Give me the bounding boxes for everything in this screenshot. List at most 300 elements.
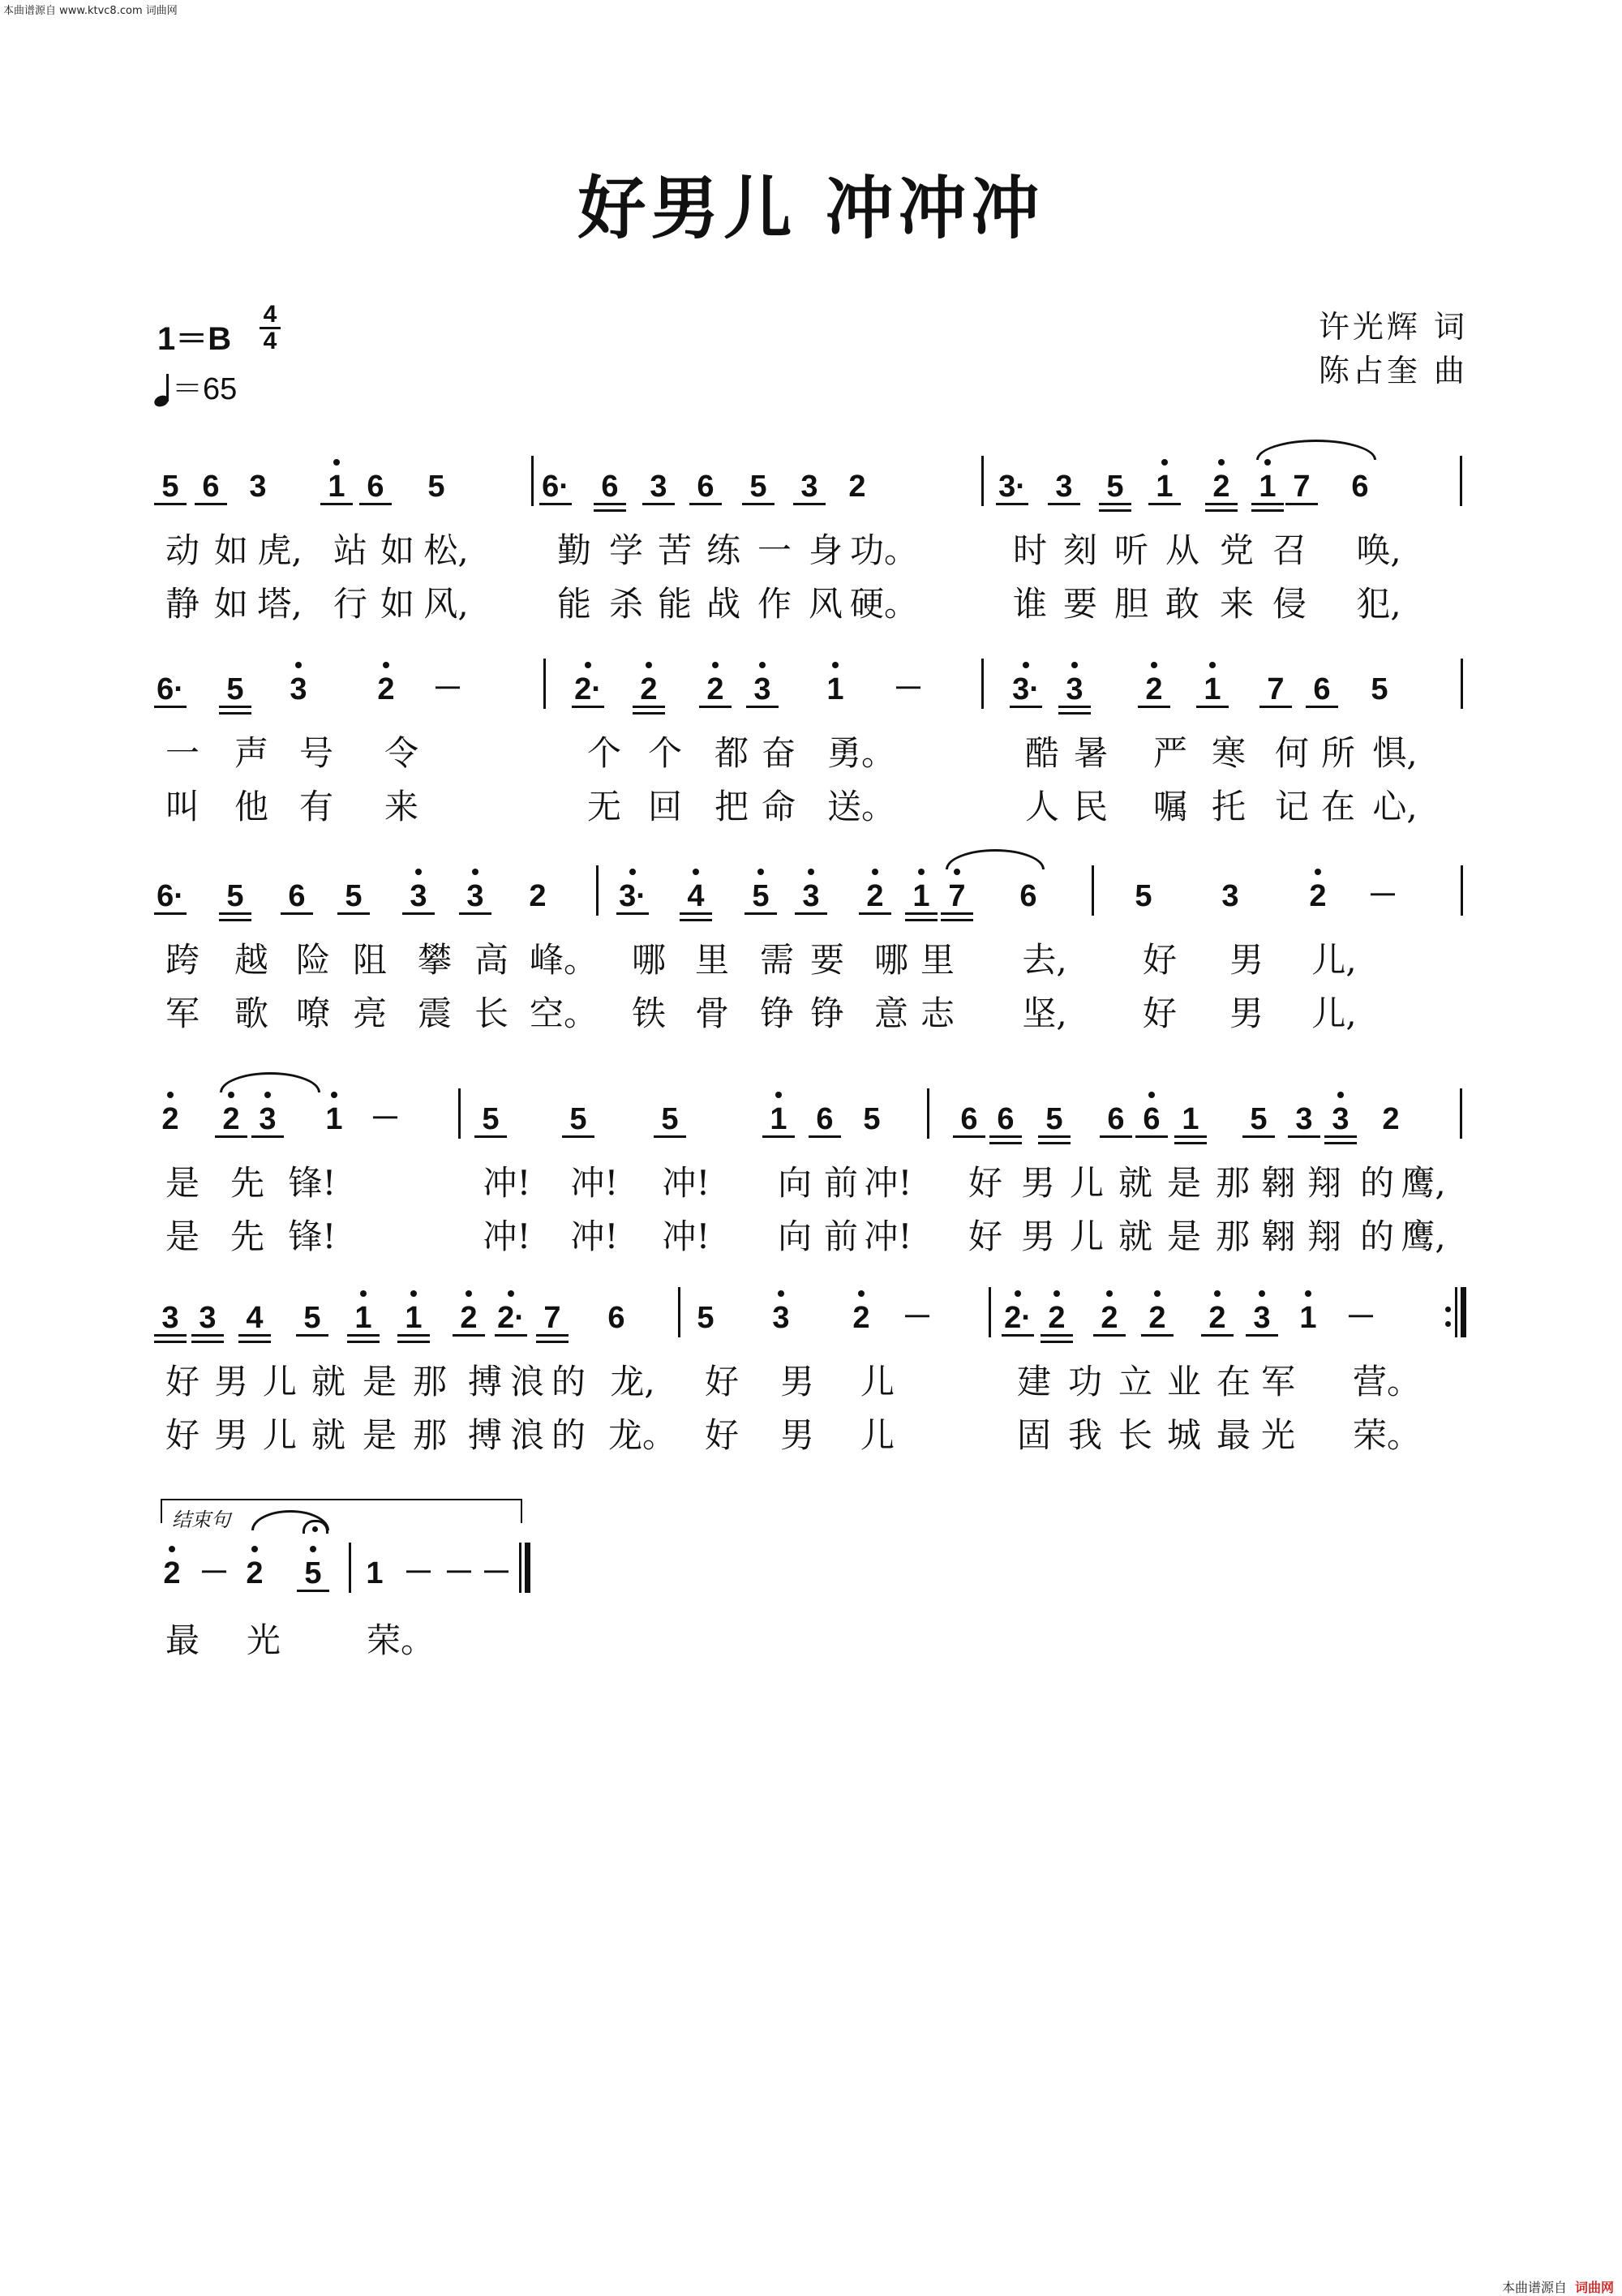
lyric-syllable: 叫	[165, 787, 200, 826]
note: 2	[1093, 1302, 1126, 1337]
lyric-syllable: 时	[1012, 530, 1047, 570]
lyric-syllable: 长	[474, 994, 508, 1033]
note: 6	[195, 470, 227, 505]
source-header: 本曲谱源自 www.ktvc8.com 词曲网	[3, 5, 178, 17]
note: 6	[989, 1103, 1022, 1138]
lyric-syllable: 唤,	[1356, 530, 1401, 570]
note: 3	[1058, 673, 1091, 708]
lyric-syllable: 酷	[1024, 733, 1059, 773]
lyric-syllable: 民	[1073, 787, 1108, 826]
note: 2	[238, 1557, 271, 1590]
lyric-syllable: 人	[1024, 787, 1059, 826]
note: 5	[863, 1102, 881, 1136]
note: 2	[156, 1557, 188, 1590]
key-signature: 1＝B	[157, 321, 232, 357]
note: 6·	[154, 880, 187, 915]
note: 6·	[539, 470, 572, 505]
lyric-syllable: 好	[165, 1362, 200, 1401]
lyric-syllable: 犯,	[1356, 584, 1401, 624]
note: 2	[848, 470, 866, 504]
footer-right-text: 词曲网	[1574, 2280, 1614, 2295]
lyric-syllable: 哪	[873, 940, 908, 980]
lyric-syllable: 好	[1142, 940, 1177, 980]
note: 2·	[495, 1302, 527, 1337]
lyric-syllable: 一	[757, 530, 792, 570]
lyric-syllable: 胆	[1114, 584, 1148, 624]
note: 2	[1302, 880, 1334, 912]
lyric-syllable: 意	[873, 994, 908, 1033]
lyric-syllable: 来	[384, 787, 418, 826]
composer-credit: 陈占奎 曲	[1318, 353, 1468, 388]
lyric-syllable: 嘱	[1152, 787, 1187, 826]
note: －	[1367, 879, 1398, 913]
note: 6	[607, 1301, 625, 1335]
note: 3	[1324, 1103, 1357, 1138]
note: 3·	[1010, 673, 1042, 708]
bar-line	[1460, 456, 1462, 506]
lyric-syllable: 翔	[1307, 1217, 1341, 1256]
bar-line	[531, 456, 534, 506]
note: 5	[154, 470, 187, 505]
lyric-syllable: 越	[234, 940, 268, 980]
lyric-syllable: 的	[551, 1362, 586, 1401]
note: 2	[845, 1302, 878, 1334]
lyric-syllable: 男	[1020, 1217, 1055, 1256]
note: 2	[1138, 673, 1170, 708]
repeat-dot	[1445, 1307, 1451, 1312]
lyric-syllable: 营。	[1353, 1362, 1422, 1401]
note: 5	[219, 673, 251, 708]
lyric-syllable: 来	[1219, 584, 1254, 624]
lyric-syllable: 冲!	[864, 1217, 912, 1256]
note: 1	[1292, 1302, 1324, 1334]
lyric-syllable: 要	[1062, 584, 1097, 624]
lyric-syllable: 硬。	[850, 584, 919, 624]
lyric-syllable: 勤	[556, 530, 591, 570]
lyric-syllable: 是	[362, 1362, 397, 1401]
lyric-syllable: 儿	[262, 1415, 297, 1455]
lyric-syllable: 号	[298, 733, 333, 773]
lyric-syllable: 那	[1215, 1217, 1250, 1256]
note: 4	[680, 880, 712, 915]
lyric-syllable: 惧,	[1372, 733, 1418, 773]
note: 3	[1221, 879, 1239, 913]
bar-line	[678, 1287, 680, 1337]
lyric-syllable: 建	[1016, 1362, 1051, 1401]
note: 5	[744, 880, 777, 915]
lyric-syllable: 令	[384, 733, 418, 773]
lyric-syllable: 谁	[1012, 584, 1047, 624]
lyric-syllable: 儿,	[1311, 994, 1357, 1033]
lyric-syllable: 最	[165, 1620, 200, 1660]
note: 2	[633, 673, 665, 708]
note: 5	[1135, 879, 1152, 913]
note: 6	[1306, 673, 1338, 708]
note: 3	[251, 1103, 284, 1138]
note: 3	[1288, 1103, 1320, 1138]
bar-line	[981, 456, 984, 506]
lyric-syllable: 儿,	[1311, 940, 1357, 980]
lyric-syllable: 锋!	[288, 1163, 337, 1203]
lyric-syllable: 城	[1166, 1415, 1201, 1455]
lyric-syllable: 在	[1216, 1362, 1251, 1401]
note: －	[198, 1556, 230, 1590]
lyric-syllable: 如	[380, 584, 414, 624]
lyric-syllable: 铮	[809, 994, 844, 1033]
note: 3·	[996, 470, 1028, 505]
lyric-syllable: 松,	[423, 530, 469, 570]
note: 3	[746, 673, 779, 708]
note: 3	[795, 880, 827, 915]
lyric-syllable: 何	[1274, 733, 1309, 773]
note: 6	[359, 470, 392, 505]
lyric-syllable: 都	[714, 733, 749, 773]
note: 6	[809, 1103, 841, 1138]
lyric-syllable: 命	[761, 787, 796, 826]
note: 3	[765, 1302, 797, 1334]
note: 3	[191, 1302, 224, 1337]
lyric-syllable: 个	[647, 733, 682, 773]
lyric-syllable: 好	[165, 1415, 200, 1455]
note: 5	[1371, 672, 1388, 706]
lyric-syllable: 如	[213, 530, 248, 570]
lyric-syllable: 峰。	[530, 940, 599, 980]
lyric-syllable: 他	[234, 787, 268, 826]
note: 6	[594, 470, 626, 505]
repeat-end-barline	[1455, 1287, 1466, 1337]
note: 3	[282, 673, 315, 706]
lyric-syllable: 铁	[631, 994, 666, 1033]
note: 6	[1100, 1103, 1132, 1138]
lyric-syllable: 搏	[467, 1415, 502, 1455]
note: 2	[1041, 1302, 1073, 1337]
lyricist-credit: 许光辉 词	[1318, 309, 1468, 345]
note: 2	[453, 1302, 485, 1337]
note: 3	[1246, 1302, 1278, 1337]
note: 5	[1242, 1103, 1275, 1138]
lyric-syllable: 的	[1359, 1217, 1394, 1256]
note: 7	[1259, 673, 1292, 708]
lyric-syllable: 鹰,	[1401, 1217, 1446, 1256]
lyric-syllable: 军	[165, 994, 200, 1033]
lyric-syllable: 嘹	[295, 994, 330, 1033]
lyric-syllable: 功	[1067, 1362, 1102, 1401]
bar-line	[596, 865, 599, 916]
note: 7	[536, 1302, 569, 1337]
lyric-syllable: 那	[412, 1415, 447, 1455]
tempo-marking	[154, 363, 237, 408]
bar-line	[1461, 659, 1463, 709]
footer-left-text: 本曲谱源自	[1501, 2280, 1567, 2295]
lyric-syllable: 浪	[509, 1362, 544, 1401]
bar-line	[1092, 865, 1094, 916]
lyric-syllable: 跨	[165, 940, 200, 980]
note: －	[480, 1556, 512, 1590]
note: 4	[238, 1302, 271, 1337]
lyric-syllable: 从	[1165, 530, 1199, 570]
lyric-syllable: 最	[1216, 1415, 1251, 1455]
lyric-syllable: 空。	[530, 994, 599, 1033]
lyric-syllable: 的	[551, 1415, 586, 1455]
lyric-syllable: 冲!	[483, 1217, 531, 1256]
lyric-syllable: 功。	[850, 530, 919, 570]
lyric-syllable: 长	[1118, 1415, 1152, 1455]
lyric-syllable: 儿	[860, 1362, 895, 1401]
bar-line	[927, 1088, 929, 1139]
lyric-syllable: 暑	[1073, 733, 1108, 773]
lyric-syllable: 锋!	[288, 1217, 337, 1256]
note: 3	[1048, 470, 1080, 505]
lyric-syllable: 托	[1211, 787, 1246, 826]
lyric-syllable: 男	[1020, 1163, 1055, 1203]
lyric-syllable: 是	[362, 1415, 397, 1455]
footer-source	[1502, 2277, 1614, 2296]
note: 5	[474, 1103, 507, 1138]
lyric-syllable: 记	[1274, 787, 1309, 826]
time-signature-top: 4	[263, 301, 277, 328]
lyric-syllable: 有	[298, 787, 333, 826]
lyric-syllable: 勇。	[827, 733, 896, 773]
final-barline	[519, 1543, 530, 1593]
bar-line	[1460, 1088, 1462, 1139]
note: 7	[1285, 470, 1318, 505]
lyric-syllable: 荣。	[367, 1620, 436, 1660]
lyric-syllable: 儿	[1069, 1163, 1104, 1203]
lyric-syllable: 固	[1016, 1415, 1051, 1455]
note: 5	[297, 1557, 329, 1592]
lyric-syllable: 行	[333, 584, 367, 624]
lyric-syllable: 那	[1215, 1163, 1250, 1203]
note: 3	[793, 470, 826, 505]
note: 5	[1099, 470, 1131, 505]
lyric-syllable: 好	[704, 1415, 739, 1455]
lyric-syllable: 要	[809, 940, 844, 980]
lyric-syllable: 龙,	[610, 1362, 655, 1401]
lyric-syllable: 作	[757, 584, 792, 624]
lyric-syllable: 身	[808, 530, 843, 570]
slur-mark	[1256, 440, 1376, 460]
lyric-syllable: 翱	[1260, 1163, 1295, 1203]
lyric-syllable: 前	[823, 1163, 858, 1203]
tempo-value: ＝65	[172, 372, 238, 406]
lyric-syllable: 冲!	[662, 1163, 710, 1203]
lyric-syllable: 志	[920, 994, 955, 1033]
lyric-syllable: 敢	[1165, 584, 1199, 624]
bar-line	[543, 659, 546, 709]
lyric-syllable: 龙。	[608, 1415, 677, 1455]
lyric-syllable: 无	[586, 787, 621, 826]
lyric-syllable: 男	[1229, 940, 1264, 980]
lyric-syllable: 就	[311, 1415, 345, 1455]
lyric-syllable: 战	[706, 584, 740, 624]
lyric-syllable: 塔,	[257, 584, 303, 624]
note: 6	[953, 1103, 985, 1138]
lyric-syllable: 儿	[1069, 1217, 1104, 1256]
lyric-syllable: 所	[1320, 733, 1355, 773]
lyric-syllable: 军	[1260, 1362, 1295, 1401]
lyric-syllable: 去,	[1022, 940, 1067, 980]
lyric-syllable: 冲!	[662, 1217, 710, 1256]
bar-line	[1461, 865, 1463, 916]
lyric-syllable: 在	[1320, 787, 1355, 826]
note: 5	[697, 1301, 714, 1335]
lyric-syllable: 严	[1152, 733, 1187, 773]
lyric-syllable: 党	[1219, 530, 1254, 570]
lyric-syllable: 静	[165, 584, 200, 624]
lyric-syllable: 冲!	[864, 1163, 912, 1203]
lyric-syllable: 冲!	[570, 1217, 619, 1256]
lyric-syllable: 男	[1229, 994, 1264, 1033]
note: 3	[459, 880, 491, 915]
note: 3	[249, 470, 267, 504]
lyric-syllable: 杀	[608, 584, 643, 624]
lyric-syllable: 高	[474, 940, 508, 980]
lyric-syllable: 需	[759, 940, 794, 980]
lyric-syllable: 儿	[262, 1362, 297, 1401]
note: 2	[370, 673, 402, 706]
lyric-syllable: 里	[694, 940, 729, 980]
quarter-note-icon	[154, 377, 172, 408]
lyric-syllable: 铮	[759, 994, 794, 1033]
note: 2	[1141, 1302, 1174, 1337]
note: 2·	[572, 673, 604, 708]
lyric-syllable: 奋	[761, 733, 796, 773]
note: 3	[642, 470, 675, 505]
lyric-syllable: 立	[1118, 1362, 1152, 1401]
lyric-syllable: 男	[779, 1415, 814, 1455]
note: －	[892, 672, 924, 706]
time-signature-bottom: 4	[263, 328, 277, 354]
lyric-syllable: 是	[165, 1163, 200, 1203]
lyric-syllable: 业	[1166, 1362, 1201, 1401]
slur-mark	[220, 1072, 320, 1092]
lyric-syllable: 光	[1260, 1415, 1295, 1455]
lyric-syllable: 我	[1067, 1415, 1102, 1455]
note: 1	[320, 470, 353, 505]
note: 6	[1351, 470, 1369, 504]
lyric-syllable: 召	[1272, 530, 1307, 570]
note: 2	[215, 1103, 247, 1138]
lyric-syllable: 是	[1166, 1217, 1201, 1256]
lyric-syllable: 声	[234, 733, 268, 773]
lyric-syllable: 骨	[694, 994, 729, 1033]
lyric-syllable: 阻	[352, 940, 387, 980]
lyric-syllable: 练	[706, 530, 740, 570]
lyric-syllable: 风,	[423, 584, 469, 624]
note: －	[402, 1556, 434, 1590]
time-signature	[258, 303, 282, 353]
note: －	[901, 1301, 933, 1335]
lyric-syllable: 好	[704, 1362, 739, 1401]
lyric-syllable: 先	[230, 1217, 264, 1256]
note: 1	[1148, 470, 1181, 505]
lyric-syllable: 亮	[352, 994, 387, 1033]
note: 2	[529, 879, 547, 913]
lyric-syllable: 如	[213, 584, 248, 624]
note: 2	[154, 1103, 187, 1135]
lyric-syllable: 把	[714, 787, 749, 826]
note: 2	[1201, 1302, 1234, 1337]
lyric-syllable: 送。	[827, 787, 896, 826]
lyric-syllable: 虎,	[257, 530, 303, 570]
note: 2	[1382, 1102, 1400, 1136]
lyric-syllable: 是	[165, 1217, 200, 1256]
note: 6	[1019, 879, 1037, 913]
note: 1	[819, 673, 852, 706]
note: 6	[281, 880, 313, 915]
lyric-syllable: 个	[586, 733, 621, 773]
lyric-syllable: 坚,	[1022, 994, 1067, 1033]
note: －	[443, 1556, 474, 1590]
lyric-syllable: 好	[968, 1163, 1002, 1203]
note: 5	[337, 880, 370, 915]
note: 1	[318, 1103, 350, 1135]
lyric-syllable: 里	[920, 940, 955, 980]
note: 5	[219, 880, 251, 915]
note: 3	[402, 880, 435, 915]
lyric-syllable: 站	[333, 530, 367, 570]
bar-line	[989, 1287, 991, 1337]
lyric-syllable: 浪	[509, 1415, 544, 1455]
lyric-syllable: 动	[165, 530, 200, 570]
lyric-syllable: 苦	[657, 530, 692, 570]
note: 1	[1174, 1103, 1207, 1138]
lyric-syllable: 好	[968, 1217, 1002, 1256]
lyric-syllable: 光	[246, 1620, 281, 1660]
lyric-syllable: 那	[412, 1362, 447, 1401]
lyric-syllable: 荣。	[1353, 1415, 1422, 1455]
note: 5	[654, 1103, 686, 1138]
note: 5	[742, 470, 775, 505]
lyric-syllable: 刻	[1062, 530, 1097, 570]
note: 1	[1251, 470, 1284, 505]
bar-line	[981, 659, 984, 709]
song-title: 好男儿 冲冲冲	[577, 168, 1045, 248]
note: 7	[941, 880, 973, 915]
bar-line	[349, 1543, 351, 1593]
note: 1	[1196, 673, 1229, 708]
note: 1	[366, 1556, 384, 1590]
lyric-syllable: 回	[647, 787, 682, 826]
note: 2	[859, 880, 891, 915]
lyric-syllable: 如	[380, 530, 414, 570]
note: 1	[762, 1103, 795, 1138]
bar-line	[458, 1088, 461, 1139]
note: 1	[397, 1302, 430, 1337]
lyric-syllable: 震	[417, 994, 452, 1033]
lyric-syllable: 就	[1118, 1217, 1152, 1256]
note: 6·	[154, 673, 187, 708]
lyric-syllable: 风	[808, 584, 843, 624]
lyric-syllable: 先	[230, 1163, 264, 1203]
lyric-syllable: 攀	[417, 940, 452, 980]
lyric-syllable: 就	[1118, 1163, 1152, 1203]
lyric-syllable: 男	[213, 1362, 248, 1401]
lyric-syllable: 能	[657, 584, 692, 624]
note: 1	[347, 1302, 380, 1337]
lyric-syllable: 儿	[860, 1415, 895, 1455]
note: 5	[427, 470, 445, 504]
lyric-syllable: 向	[777, 1217, 812, 1256]
lyric-syllable: 男	[213, 1415, 248, 1455]
lyric-syllable: 能	[556, 584, 591, 624]
slur-mark	[946, 849, 1045, 869]
note: －	[369, 1102, 401, 1136]
lyric-syllable: 心,	[1372, 787, 1418, 826]
lyric-syllable: 哪	[631, 940, 666, 980]
note: 3·	[616, 880, 649, 915]
note: 2	[699, 673, 732, 708]
